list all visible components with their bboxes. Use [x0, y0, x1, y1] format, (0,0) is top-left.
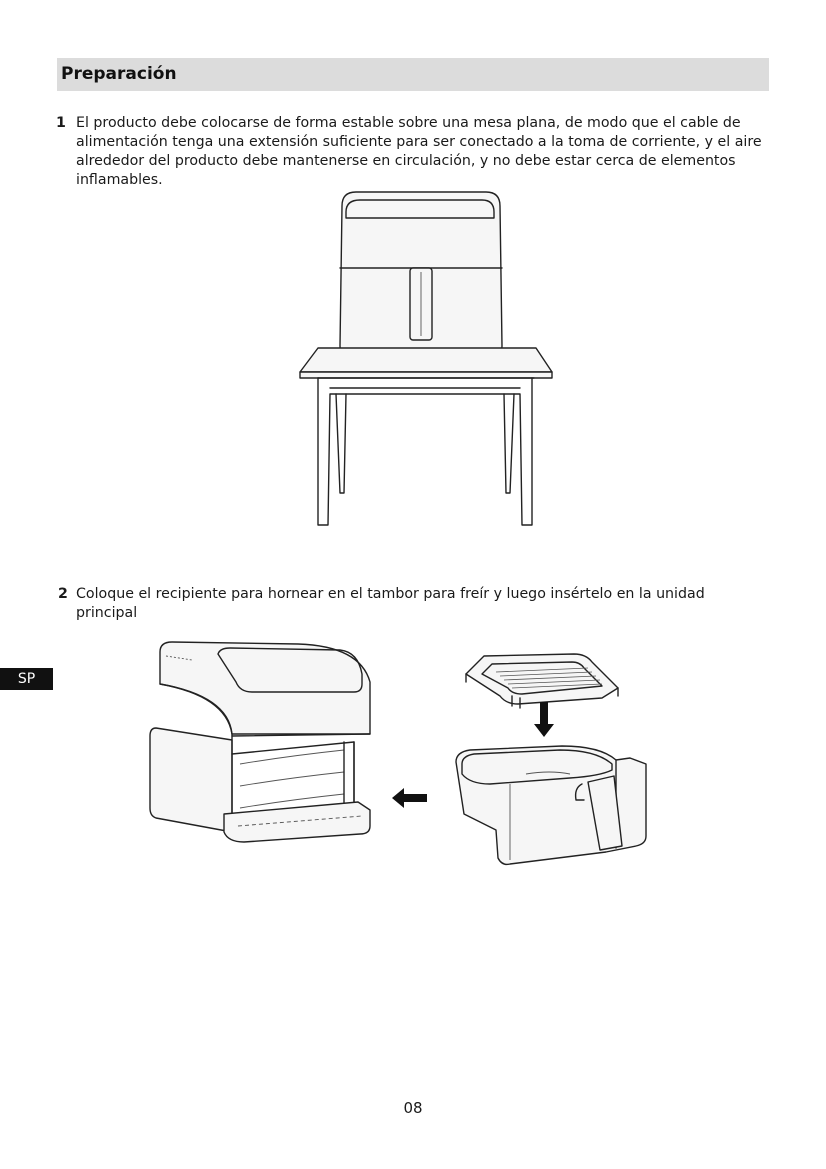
left-arrow-icon: [392, 788, 428, 808]
section-title: Preparación: [61, 64, 177, 84]
airfryer-on-table-illustration: [290, 188, 560, 530]
language-tab: SP: [0, 668, 53, 690]
step-2: [58, 585, 770, 625]
page-number: 08: [403, 1099, 423, 1117]
down-arrow-icon: [534, 702, 554, 738]
step-number: 2: [58, 586, 68, 602]
step-text: El producto debe colocarse de forma estable sobre una mesa plana, de modo que el cable de alimentación tenga una extensión suficiente para ser conectado a la toma de corriente, y el aire alrededor del producto debe mantenerse en circulación, y no debe estar cerca de elementos inflamables.: [76, 115, 762, 188]
frying-basket-illustration: [450, 744, 654, 868]
step-number: 1: [56, 115, 66, 131]
step-text: Coloque el recipiente para hornear en el tambor para freír y luego insértelo en la unidad principal: [76, 586, 705, 621]
step-1: [56, 114, 768, 194]
airfryer-main-unit-illustration: [148, 636, 376, 848]
